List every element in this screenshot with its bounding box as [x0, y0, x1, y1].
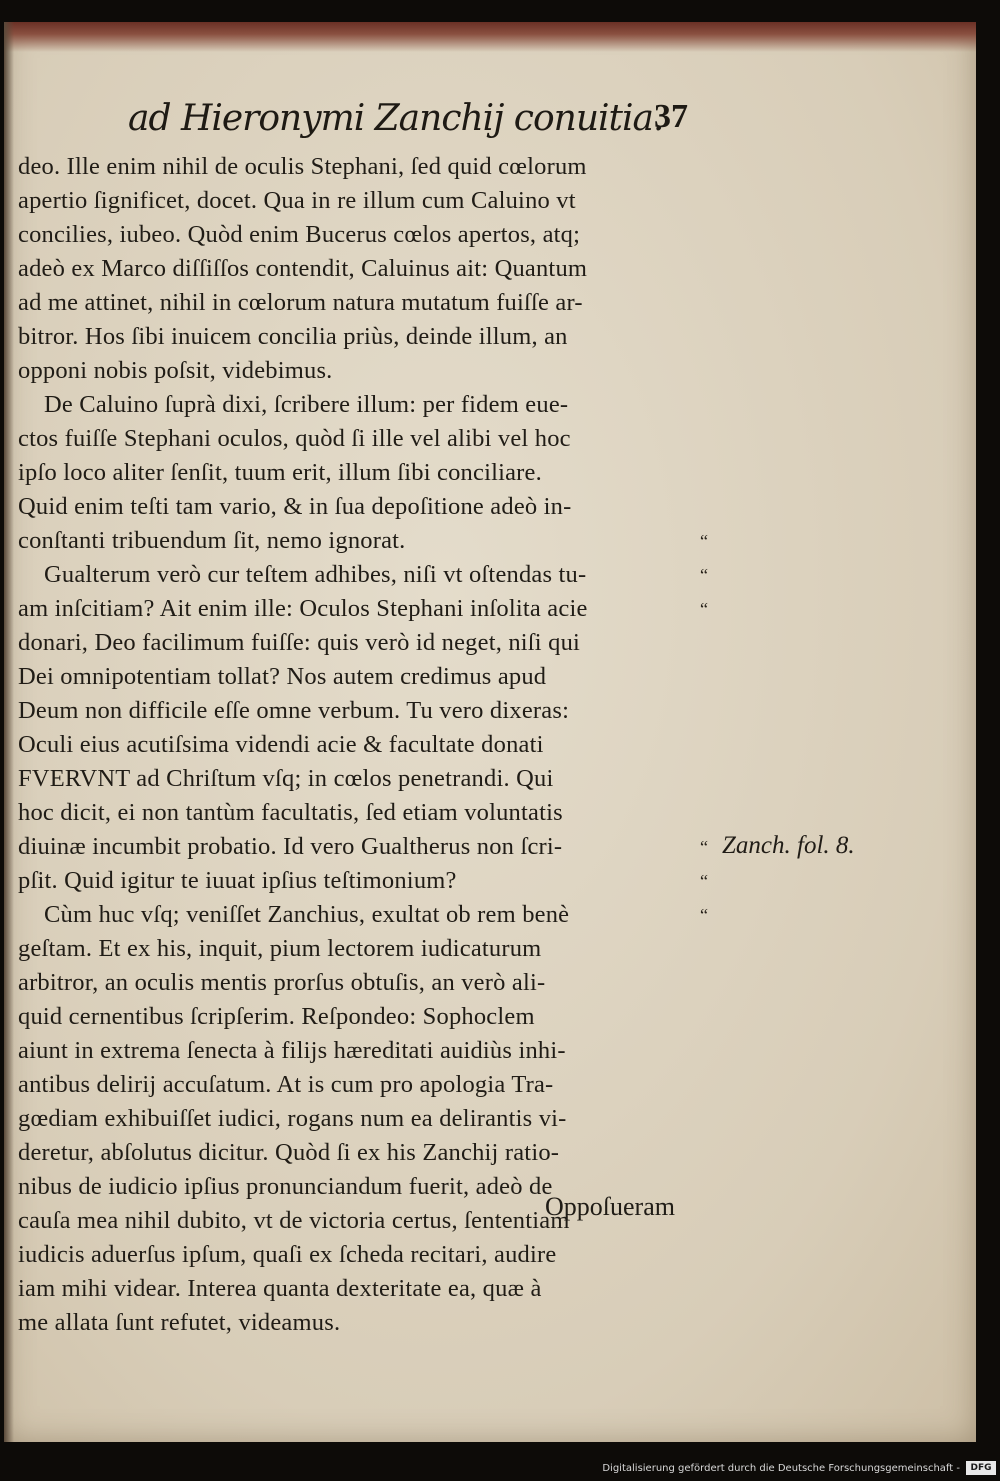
text-line: nibus de iudicio ipſius pronunciandum fuerit, adeò de — [18, 1173, 553, 1200]
main-text — [18, 150, 698, 1340]
text-line: aiunt in extrema ſenecta à filijs hæreditati auidiùs inhi- — [18, 1037, 566, 1064]
text-line: ctos fuiſſe Stephani oculos, quòd ſi ille vel alibi vel hoc — [18, 425, 571, 452]
text-line: pſit. Quid igitur te iuuat ipſius teſtimonium? — [18, 867, 457, 894]
quote-mark: “ — [700, 905, 708, 925]
text-line: am inſcitiam? Ait enim ille: Oculos Stephani inſolita acie — [18, 595, 588, 622]
text-line: antibus delirij accuſatum. At is cum pro apologia Tra- — [18, 1071, 554, 1098]
text-line: Gualterum verò cur teſtem adhibes, niſi vt oſtendas tu- — [44, 561, 587, 588]
catchword: Oppoſueram — [545, 1192, 675, 1221]
text-line: me allata ſunt refutet, videamus. — [18, 1309, 341, 1336]
text-line: geſtam. Et ex his, inquit, pium lectorem iudicaturum — [18, 935, 542, 962]
text-line: De Caluino ſuprà dixi, ſcribere illum: per fidem eue- — [44, 391, 569, 418]
page-top-edge — [4, 22, 976, 52]
text-line: donari, Deo facilimum fuiſſe: quis verò id neget, niſi qui — [18, 629, 581, 656]
quote-mark: “ — [700, 599, 708, 619]
text-line: deo. Ille enim nihil de oculis Stephani, ſed quid cœlorum — [18, 153, 587, 180]
text-line: conſtanti tribuendum ſit, nemo ignorat. — [18, 527, 406, 554]
page-left-edge — [4, 22, 14, 1442]
text-line: ipſo loco aliter ſenſit, tuum erit, illum ſibi conciliare. — [18, 459, 542, 486]
quote-mark: “ — [700, 565, 708, 585]
quote-marks-group-2 — [700, 830, 708, 932]
quote-mark: “ — [700, 871, 708, 891]
text-line: Deum non difficile eſſe omne verbum. Tu vero dixeras: — [18, 697, 570, 724]
marginal-note: Zanch. fol. 8. — [722, 832, 855, 859]
text-line: Quid enim teſti tam vario, & in ſua depoſitione adeò in- — [18, 493, 572, 520]
quote-marks-group-1 — [700, 524, 708, 626]
text-line: bitror. Hos ſibi inuicem concilia priùs, deinde illum, an — [18, 323, 568, 350]
text-line: iudicis aduerſus ipſum, quaſi ex ſcheda recitari, audire — [18, 1241, 557, 1268]
text-line: opponi nobis poſsit, videbimus. — [18, 357, 333, 384]
text-line: Oculi eius acutiſsima videndi acie & facultate donati — [18, 731, 544, 758]
text-line: concilies, iubeo. Quòd enim Bucerus cœlos apertos, atq; — [18, 221, 581, 248]
page-header — [128, 98, 688, 148]
text-line: diuinæ incumbit probatio. Id vero Gualtherus non ſcri- — [18, 833, 563, 860]
text-line: ad me attinet, nihil in cœlorum natura mutatum fuiſſe ar- — [18, 289, 583, 316]
quote-mark: “ — [700, 837, 708, 857]
text-line: Dei omnipotentiam tollat? Nos autem credimus apud — [18, 663, 547, 690]
text-line: apertio ſignificet, docet. Qua in re illum cum Caluino vt — [18, 187, 576, 214]
quote-mark: “ — [700, 531, 708, 551]
digitization-credit: Digitalisierung gefördert durch die Deutsche Forschungsgemeinschaft - — [602, 1463, 960, 1474]
text-line: gœdiam exhibuiſſet iudici, rogans num ea delirantis vi- — [18, 1105, 567, 1132]
text-line: Cùm huc vſq; veniſſet Zanchius, exultat ob rem benè — [44, 901, 570, 928]
page-number: 37 — [654, 98, 688, 135]
text-line: FVERVNT ad Chriſtum vſq; in cœlos penetrandi. Qui — [18, 765, 554, 792]
dfg-logo: DFG — [966, 1461, 996, 1475]
text-line: arbitror, an oculis mentis prorſus obtuſis, an verò ali- — [18, 969, 546, 996]
text-line: adeò ex Marco diſſiſſos contendit, Caluinus ait: Quantum — [18, 255, 588, 282]
text-line: quid cernentibus ſcripſerim. Reſpondeo: Sophoclem — [18, 1003, 535, 1030]
text-line: cauſa mea nihil dubito, vt de victoria certus, ſententiam — [18, 1207, 570, 1234]
running-title: ad Hieronymi Zanchij conuitia. — [128, 98, 664, 139]
text-line: deretur, abſolutus dicitur. Quòd ſi ex his Zanchij ratio- — [18, 1139, 560, 1166]
text-line: hoc dicit, ei non tantùm facultatis, ſed etiam voluntatis — [18, 799, 563, 826]
text-line: iam mihi videar. Interea quanta dexteritate ea, quæ à — [18, 1275, 542, 1302]
